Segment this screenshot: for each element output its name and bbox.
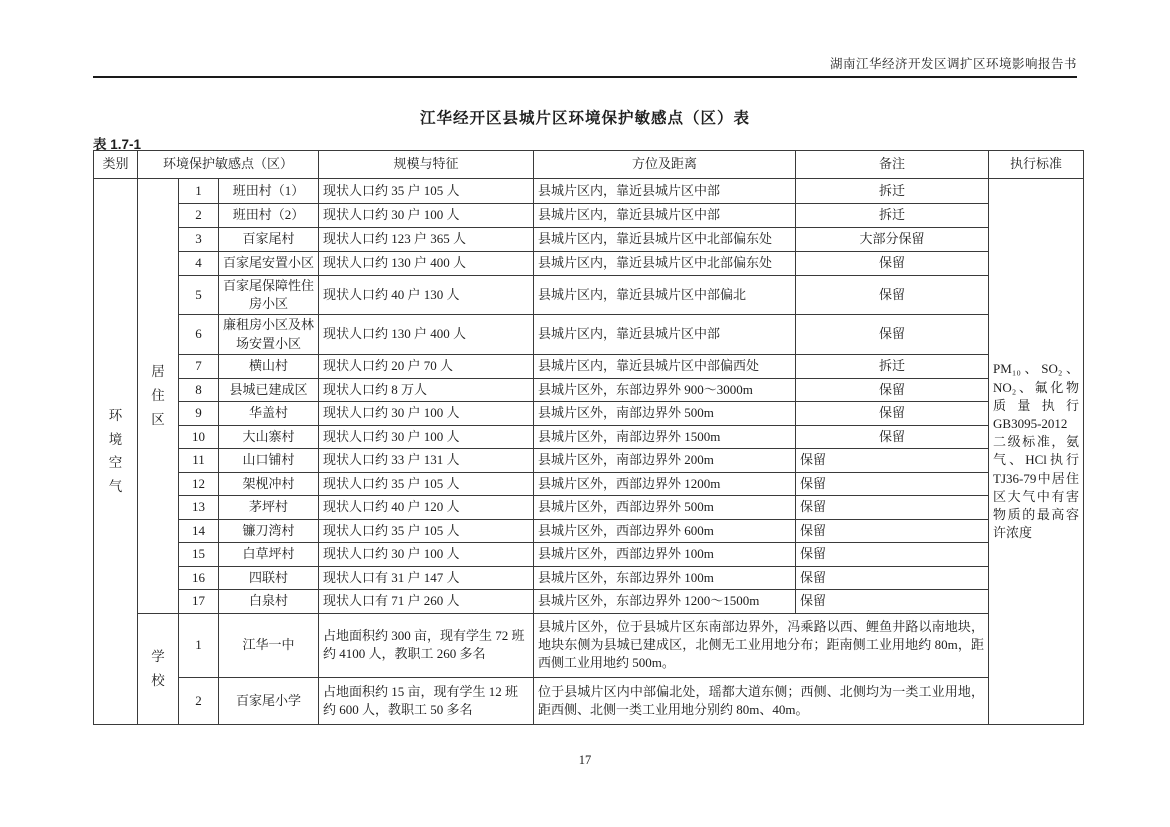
cell-no: 2 [179, 677, 219, 724]
cell-no: 3 [179, 228, 219, 252]
cell-name: 县城已建成区 [219, 378, 319, 401]
cell-location: 县城片区内，靠近县城片区中部 [534, 315, 796, 354]
cell-note: 保留 [796, 495, 989, 519]
cell-scale: 现状人口约 123 户 365 人 [319, 228, 534, 252]
cell-note: 拆迁 [796, 204, 989, 228]
category-label [94, 179, 138, 725]
cell-name: 茅坪村 [219, 495, 319, 519]
table-row [94, 448, 1084, 472]
table-row [94, 519, 1084, 542]
cell-name: 江华一中 [219, 613, 319, 677]
table-row [94, 354, 1084, 378]
cell-note: 拆迁 [796, 179, 989, 204]
doc-header [93, 54, 1077, 72]
cell-note: 保留 [796, 542, 989, 566]
cell-scale: 现状人口约 20 户 70 人 [319, 354, 534, 378]
doc-header-title: 湖南江华经济开发区调扩区环境影响报告书 [829, 57, 1077, 71]
cell-location: 县城片区内，靠近县城片区中部偏西处 [534, 354, 796, 378]
cell-scale: 现状人口约 8 万人 [319, 378, 534, 401]
row-group-label-school [138, 613, 179, 724]
table-header-row [94, 151, 1084, 179]
cell-scale: 占地面积约 300 亩，现有学生 72 班约 4100 人，教职工 260 多名 [319, 613, 534, 677]
cell-note: 拆迁 [796, 354, 989, 378]
cell-note: 保留 [796, 566, 989, 589]
cell-note: 保留 [796, 252, 989, 276]
cell-location: 县城片区内，靠近县城片区中部 [534, 179, 796, 204]
page-number: 17 [578, 753, 592, 767]
cell-name: 大山寨村 [219, 425, 319, 448]
cell-no: 10 [179, 425, 219, 448]
cell-name: 白草坪村 [219, 542, 319, 566]
cell-no: 6 [179, 315, 219, 354]
col-header-scale: 规模与特征 [319, 151, 534, 179]
table-row [94, 228, 1084, 252]
cell-scale: 现状人口约 40 户 120 人 [319, 495, 534, 519]
col-header-category: 类别 [94, 151, 138, 179]
table-row [94, 276, 1084, 315]
cell-scale: 现状人口约 130 户 400 人 [319, 315, 534, 354]
cell-location: 县城片区外，南部边界外 1500m [534, 425, 796, 448]
cell-note: 保留 [796, 425, 989, 448]
cell-location: 县城片区外，位于县城片区东南部边界外，冯乘路以西、鲤鱼井路以南地块，地块东侧为县城已建成区，北侧无工业用地分布；距南侧工业用地约 80m，距西侧工业用地约 500m。 [534, 613, 989, 677]
cell-scale: 现状人口约 35 户 105 人 [319, 179, 534, 204]
cell-scale: 现状人口有 71 户 260 人 [319, 589, 534, 613]
cell-no: 4 [179, 252, 219, 276]
cell-no: 1 [179, 613, 219, 677]
cell-name: 山口铺村 [219, 448, 319, 472]
cell-no: 14 [179, 519, 219, 542]
cell-name: 百家尾小学 [219, 677, 319, 724]
cell-no: 15 [179, 542, 219, 566]
sensitive-points-table [93, 150, 1084, 725]
cell-name: 镰刀湾村 [219, 519, 319, 542]
cell-name: 架枧冲村 [219, 472, 319, 495]
table-row [94, 613, 1084, 677]
cell-scale: 现状人口约 30 户 100 人 [319, 204, 534, 228]
header-rule [93, 76, 1077, 78]
row-group-label-residential-text: 居住区 [151, 364, 165, 427]
row-group-label-residential [138, 179, 179, 614]
cell-location: 县城片区外，南部边界外 200m [534, 448, 796, 472]
table-row [94, 542, 1084, 566]
cell-scale: 现状人口约 30 户 100 人 [319, 542, 534, 566]
page-title: 江华经开区县城片区环境保护敏感点（区）表 [419, 110, 750, 127]
table-row [94, 204, 1084, 228]
cell-no: 9 [179, 401, 219, 425]
cell-name: 百家尾保障性住房小区 [219, 276, 319, 315]
cell-location: 县城片区内，靠近县城片区中部偏北 [534, 276, 796, 315]
cell-location: 位于县城片区内中部偏北处，瑶都大道东侧；西侧、北侧均为一类工业用地，距西侧、北侧一类工业用地分别约 80m、40m。 [534, 677, 989, 724]
table-row [94, 566, 1084, 589]
cell-name: 横山村 [219, 354, 319, 378]
category-label-text: 环境空气 [108, 408, 123, 494]
table-row [94, 378, 1084, 401]
cell-scale: 现状人口约 30 户 100 人 [319, 425, 534, 448]
table-row [94, 401, 1084, 425]
cell-location: 县城片区内，靠近县城片区中北部偏东处 [534, 252, 796, 276]
cell-location: 县城片区外，西部边界外 1200m [534, 472, 796, 495]
cell-scale: 现状人口约 40 户 130 人 [319, 276, 534, 315]
table-row [94, 179, 1084, 204]
cell-no: 2 [179, 204, 219, 228]
cell-no: 16 [179, 566, 219, 589]
cell-location: 县城片区外，南部边界外 500m [534, 401, 796, 425]
cell-scale: 现状人口约 33 户 131 人 [319, 448, 534, 472]
cell-note: 保留 [796, 315, 989, 354]
cell-scale: 现状人口约 35 户 105 人 [319, 519, 534, 542]
table-row [94, 252, 1084, 276]
cell-location: 县城片区外，西部边界外 100m [534, 542, 796, 566]
table-row [94, 677, 1084, 724]
cell-name: 班田村（2） [219, 204, 319, 228]
cell-location: 县城片区外，东部边界外 100m [534, 566, 796, 589]
cell-no: 12 [179, 472, 219, 495]
cell-name: 班田村（1） [219, 179, 319, 204]
col-header-location: 方位及距离 [534, 151, 796, 179]
cell-name: 百家尾安置小区 [219, 252, 319, 276]
col-header-standard: 执行标准 [989, 151, 1084, 179]
cell-scale: 现状人口有 31 户 147 人 [319, 566, 534, 589]
table-row [94, 315, 1084, 354]
cell-note: 保留 [796, 276, 989, 315]
cell-note: 保留 [796, 589, 989, 613]
cell-note: 保留 [796, 378, 989, 401]
cell-note: 保留 [796, 519, 989, 542]
cell-name: 华盖村 [219, 401, 319, 425]
cell-name: 四联村 [219, 566, 319, 589]
cell-no: 5 [179, 276, 219, 315]
cell-scale: 现状人口约 35 户 105 人 [319, 472, 534, 495]
cell-no: 1 [179, 179, 219, 204]
cell-no: 7 [179, 354, 219, 378]
cell-location: 县城片区内，靠近县城片区中部 [534, 204, 796, 228]
cell-note: 保留 [796, 401, 989, 425]
cell-note: 大部分保留 [796, 228, 989, 252]
cell-location: 县城片区内，靠近县城片区中北部偏东处 [534, 228, 796, 252]
table-row [94, 589, 1084, 613]
table-row [94, 472, 1084, 495]
cell-name: 百家尾村 [219, 228, 319, 252]
standard-cell: PM₁₀、SO₂、NO₂、氟化物质量执行GB3095-2012二级标准，氨气、HCl执行TJ36-79中居住区大气中有害物质的最高容许浓度 [989, 179, 1084, 725]
cell-location: 县城片区外，西部边界外 500m [534, 495, 796, 519]
cell-location: 县城片区外，东部边界外 1200～1500m [534, 589, 796, 613]
cell-location: 县城片区外，西部边界外 600m [534, 519, 796, 542]
cell-no: 13 [179, 495, 219, 519]
cell-name: 廉租房小区及林场安置小区 [219, 315, 319, 354]
cell-note: 保留 [796, 472, 989, 495]
col-header-note: 备注 [796, 151, 989, 179]
cell-scale: 现状人口约 30 户 100 人 [319, 401, 534, 425]
cell-location: 县城片区外，东部边界外 900～3000m [534, 378, 796, 401]
table-label: 表 1.7-1 [93, 137, 142, 152]
cell-no: 17 [179, 589, 219, 613]
row-group-label-school-text: 学校 [151, 649, 165, 688]
cell-scale: 占地面积约 15 亩，现有学生 12 班约 600 人，教职工 50 多名 [319, 677, 534, 724]
cell-no: 11 [179, 448, 219, 472]
cell-no: 8 [179, 378, 219, 401]
cell-note: 保留 [796, 448, 989, 472]
col-header-sensitive-point: 环境保护敏感点（区） [138, 151, 319, 179]
cell-name: 白泉村 [219, 589, 319, 613]
table-row [94, 495, 1084, 519]
table-row [94, 425, 1084, 448]
cell-scale: 现状人口约 130 户 400 人 [319, 252, 534, 276]
